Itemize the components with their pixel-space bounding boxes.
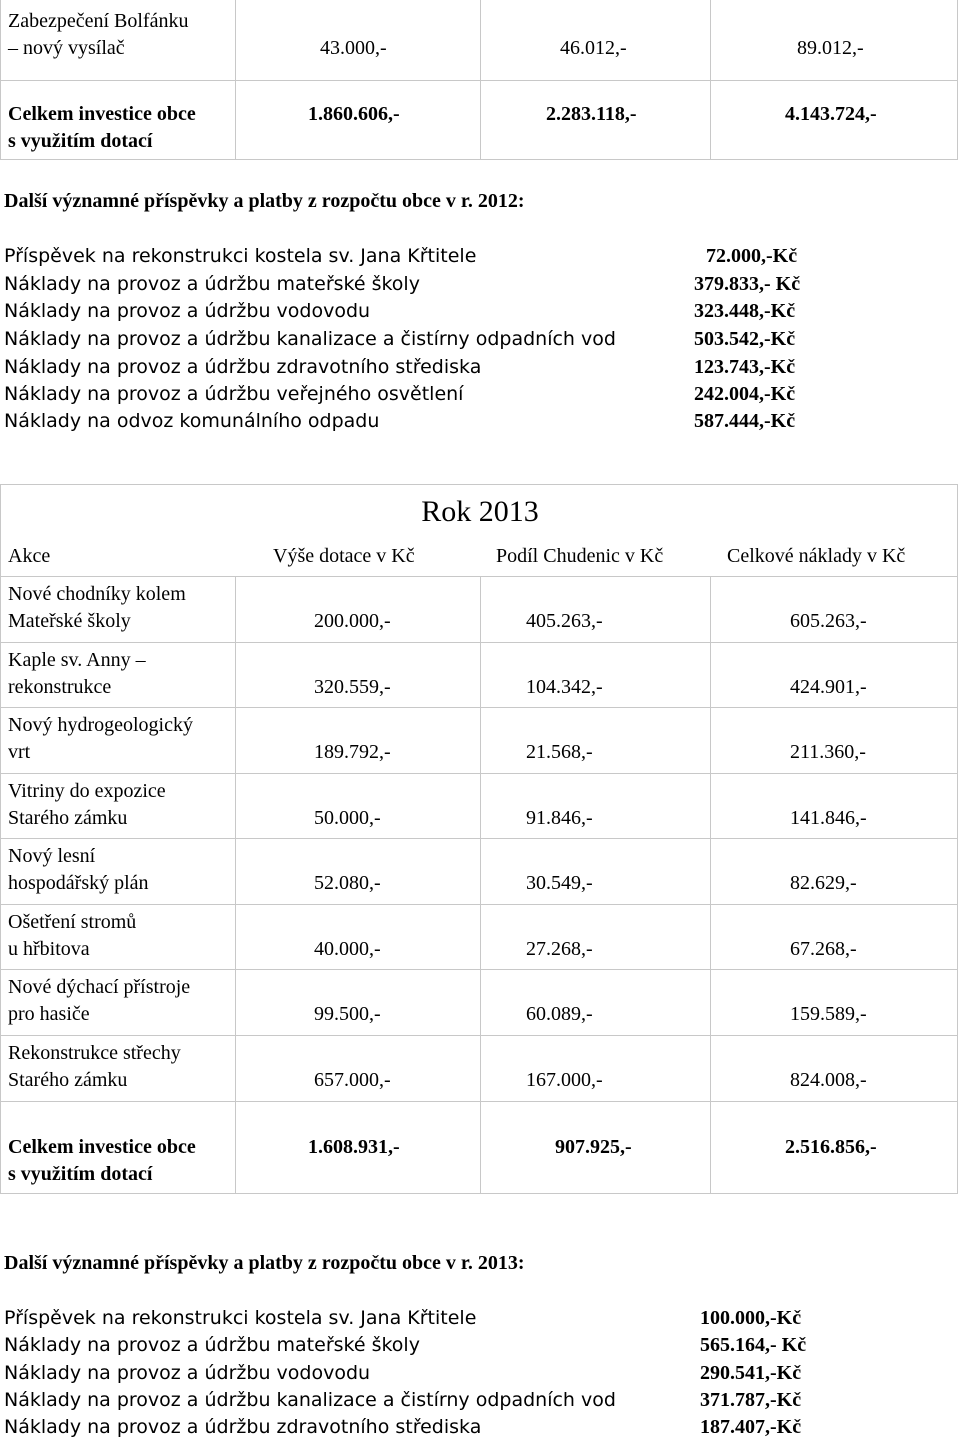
total-dotace: 1.608.931,- xyxy=(308,1136,400,1158)
row-label-line2: – nový vysílač xyxy=(8,37,125,59)
grid-line xyxy=(0,576,958,577)
grid-line xyxy=(480,576,481,1193)
list-item-amount: 123.743,-Kč xyxy=(694,356,796,378)
podil-value: 167.000,- xyxy=(526,1069,603,1091)
row-label-line2: pro hasiče xyxy=(8,1003,90,1025)
list-item-label: Náklady na provoz a údržbu vodovodu xyxy=(4,1362,371,1384)
celkem-value: 211.360,- xyxy=(790,741,866,763)
dotace-value: 320.559,- xyxy=(314,676,391,698)
podil-value: 91.846,- xyxy=(526,807,593,829)
dotace-value: 189.792,- xyxy=(314,741,391,763)
grid-line xyxy=(0,904,958,905)
list-item-label: Náklady na provoz a údržbu veřejného osvětlení xyxy=(4,383,464,405)
list-item-label: Náklady na provoz a údržbu mateřské školy xyxy=(4,1334,420,1356)
row-label-line2: Starého zámku xyxy=(8,1069,128,1091)
row-label-line2: Starého zámku xyxy=(8,807,128,829)
list-item-amount: 379.833,- Kč xyxy=(694,273,801,295)
list-item-label: Příspěvek na rekonstrukci kostela sv. Jana Křtitele xyxy=(4,1307,477,1329)
total-celkem: 4.143.724,- xyxy=(785,103,877,125)
list-item-label: Náklady na provoz a údržbu kanalizace a čistírny odpadních vod xyxy=(4,1389,616,1411)
dotace-value: 40.000,- xyxy=(314,938,381,960)
list-item-amount: 242.004,-Kč xyxy=(694,383,796,405)
celkem-value: 605.263,- xyxy=(790,610,867,632)
grid-line xyxy=(710,576,711,1193)
list-item-amount: 187.407,-Kč xyxy=(700,1416,802,1438)
celkem-value: 824.008,- xyxy=(790,1069,867,1091)
column-header-akce: Akce xyxy=(8,545,51,567)
list-item-amount: 290.541,-Kč xyxy=(700,1362,802,1384)
row-label-line1: Rekonstrukce střechy xyxy=(8,1042,181,1064)
row-label-line1: Zabezpečení Bolfánku xyxy=(8,10,189,32)
dotace-value: 50.000,- xyxy=(314,807,381,829)
dotace-value: 52.080,- xyxy=(314,872,381,894)
podil-value: 60.089,- xyxy=(526,1003,593,1025)
row-label-line1: Nový lesní xyxy=(8,845,96,867)
grid-line xyxy=(0,707,958,708)
grid-line xyxy=(0,1101,958,1102)
dotace-value: 200.000,- xyxy=(314,610,391,632)
grid-line xyxy=(0,969,958,970)
list-item-amount: 371.787,-Kč xyxy=(700,1389,802,1411)
list-item-amount: 503.542,-Kč xyxy=(694,328,796,350)
row-label-line1: Kaple sv. Anny – xyxy=(8,649,146,671)
list-item-amount: 100.000,-Kč xyxy=(700,1307,802,1329)
celkem-value: 141.846,- xyxy=(790,807,867,829)
list-item-label: Náklady na provoz a údržbu vodovodu xyxy=(4,300,371,322)
celkem-value: 89.012,- xyxy=(797,37,864,59)
list-item-label: Náklady na provoz a údržbu kanalizace a čistírny odpadních vod xyxy=(4,328,616,350)
dotace-value: 99.500,- xyxy=(314,1003,381,1025)
total-label-line1: Celkem investice obce xyxy=(8,103,196,125)
grid-line xyxy=(235,576,236,1193)
section-heading: Další významné příspěvky a platby z rozpočtu obce v r. 2013: xyxy=(4,1252,525,1274)
list-item-label: Náklady na odvoz komunálního odpadu xyxy=(4,410,380,432)
podil-value: 405.263,- xyxy=(526,610,603,632)
podil-value: 104.342,- xyxy=(526,676,603,698)
row-label-line1: Ošetření stromů xyxy=(8,911,137,933)
celkem-value: 82.629,- xyxy=(790,872,857,894)
celkem-value: 67.268,- xyxy=(790,938,857,960)
grid-line xyxy=(957,484,958,1194)
total-label-line1: Celkem investice obce xyxy=(8,1136,196,1158)
celkem-value: 159.589,- xyxy=(790,1003,867,1025)
dotace-value: 657.000,- xyxy=(314,1069,391,1091)
row-label-line2: hospodářský plán xyxy=(8,872,149,894)
grid-line xyxy=(0,484,1,1194)
row-label-line2: u hřbitova xyxy=(8,938,90,960)
section-heading: Další významné příspěvky a platby z rozpočtu obce v r. 2012: xyxy=(4,190,525,212)
podil-value: 30.549,- xyxy=(526,872,593,894)
grid-line xyxy=(0,159,958,160)
list-item-label: Náklady na provoz a údržbu mateřské školy xyxy=(4,273,420,295)
total-celkem: 2.516.856,- xyxy=(785,1136,877,1158)
total-podil: 907.925,- xyxy=(555,1136,632,1158)
column-header-celkem: Celkové náklady v Kč xyxy=(727,545,906,567)
list-item-label: Náklady na provoz a údržbu zdravotního střediska xyxy=(4,1416,482,1438)
list-item-amount: 323.448,-Kč xyxy=(694,300,796,322)
row-label-line1: Nové chodníky kolem xyxy=(8,583,186,605)
podil-value: 27.268,- xyxy=(526,938,593,960)
table-title: Rok 2013 xyxy=(421,495,539,528)
total-label-line2: s využitím dotací xyxy=(8,1163,153,1185)
list-item-label: Příspěvek na rekonstrukci kostela sv. Jana Křtitele xyxy=(4,245,477,267)
row-label-line2: vrt xyxy=(8,741,31,763)
list-item-amount: 72.000,-Kč xyxy=(706,245,798,267)
list-item-amount: 565.164,- Kč xyxy=(700,1334,807,1356)
podil-value: 21.568,- xyxy=(526,741,593,763)
total-podil: 2.283.118,- xyxy=(546,103,637,125)
grid-line xyxy=(0,80,958,81)
grid-line xyxy=(0,642,958,643)
dotace-value: 43.000,- xyxy=(320,37,387,59)
list-item-label: Náklady na provoz a údržbu zdravotního střediska xyxy=(4,356,482,378)
grid-line xyxy=(0,773,958,774)
grid-line xyxy=(0,838,958,839)
total-label-line2: s využitím dotací xyxy=(8,130,153,152)
row-label-line2: Mateřské školy xyxy=(8,610,131,632)
row-label-line1: Nový hydrogeologický xyxy=(8,714,193,736)
total-dotace: 1.860.606,- xyxy=(308,103,400,125)
row-label-line1: Vitriny do expozice xyxy=(8,780,166,802)
column-header-podil: Podíl Chudenic v Kč xyxy=(496,545,664,567)
row-label-line1: Nové dýchací přístroje xyxy=(8,976,191,998)
podil-value: 46.012,- xyxy=(560,37,627,59)
grid-line xyxy=(0,484,958,485)
column-header-dotace: Výše dotace v Kč xyxy=(273,545,415,567)
celkem-value: 424.901,- xyxy=(790,676,867,698)
grid-line xyxy=(0,1193,958,1194)
list-item-amount: 587.444,-Kč xyxy=(694,410,796,432)
grid-line xyxy=(0,1035,958,1036)
row-label-line2: rekonstrukce xyxy=(8,676,112,698)
